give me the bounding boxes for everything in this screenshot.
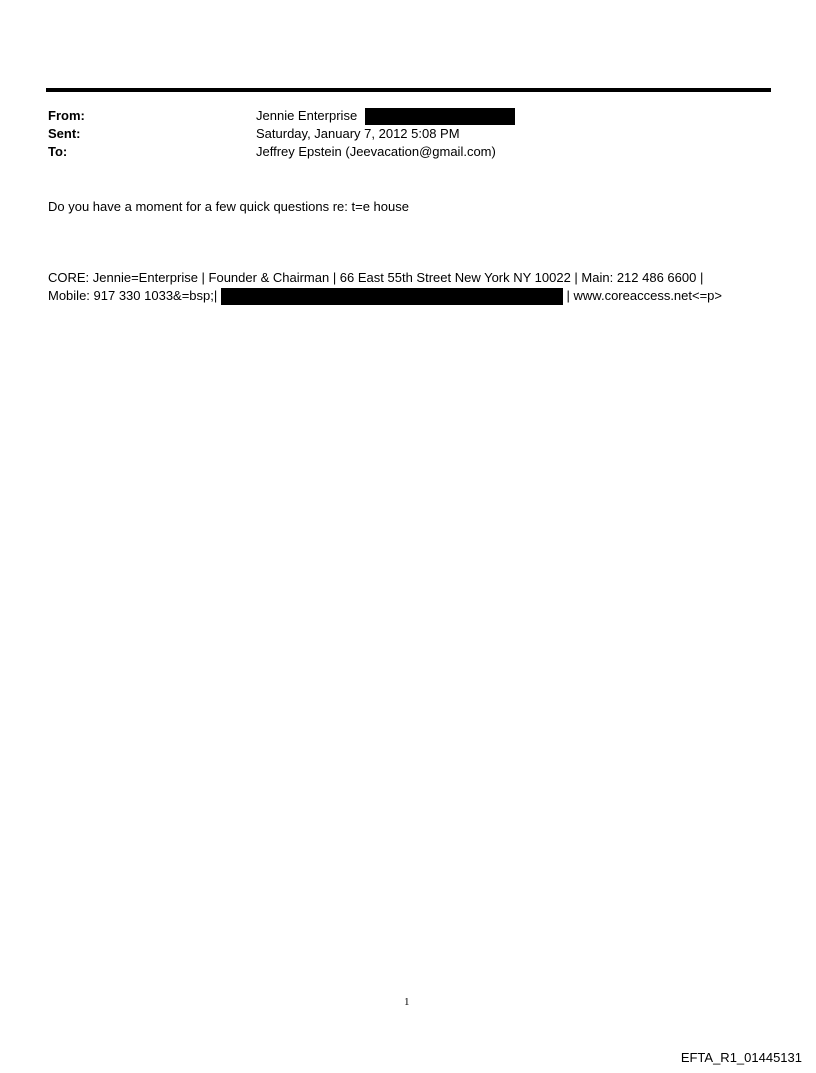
header-divider-rule — [46, 88, 771, 92]
page-number: 1 — [404, 996, 410, 1008]
sent-label: Sent: — [48, 126, 81, 141]
signature-mobile: Mobile: 917 330 1033&=bsp;| — [48, 288, 218, 303]
to-value: Jeffrey Epstein (Jeevacation@gmail.com) — [256, 144, 496, 159]
signature-website: | www.coreaccess.net<=p> — [566, 288, 723, 303]
redaction-box-sender-email — [365, 108, 515, 125]
sent-value: Saturday, January 7, 2012 5:08 PM — [256, 126, 460, 141]
signature-line-2 — [48, 287, 722, 305]
signature-line-1: CORE: Jennie=Enterprise | Founder & Chairman | 66 East 55th Street New York NY 10022 | Main: 212 486 6600 | — [48, 270, 704, 285]
sender-name: Jennie Enterprise — [256, 108, 358, 123]
bates-number: EFTA_R1_01445131 — [680, 1050, 802, 1065]
message-body: Do you have a moment for a few quick questions re: t=e house — [48, 199, 409, 214]
from-value — [256, 107, 515, 125]
redaction-box-signature — [221, 288, 563, 305]
to-label: To: — [48, 144, 68, 159]
from-label: From: — [48, 108, 85, 123]
